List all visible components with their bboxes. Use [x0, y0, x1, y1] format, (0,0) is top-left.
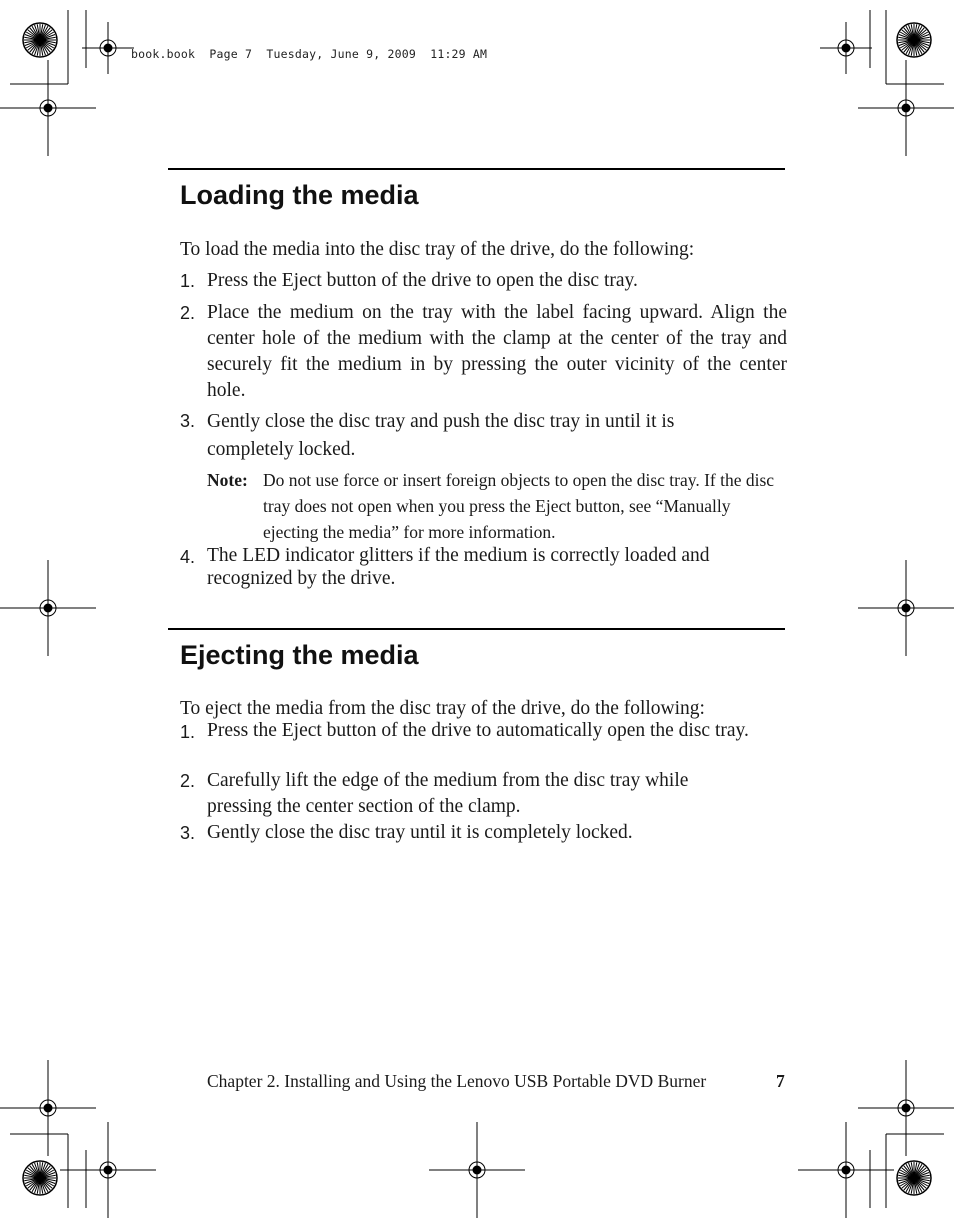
registration-mark [44, 1104, 52, 1112]
step-text: Place the medium on the tray with the label facing upward. Align the center hole of the medium with the clamp at the center of the tray and securely fit the medium in by pressing the outer vicinity of the center hole. [207, 302, 787, 401]
section-intro: To load the media into the disc tray of the drive, do the following: [180, 239, 695, 260]
step-number: 2. [180, 303, 196, 323]
step-text: Press the Eject button of the drive to open the disc tray. [207, 270, 638, 291]
step-number: 2. [180, 771, 196, 791]
registration-mark [44, 104, 52, 112]
step-number: 1. [180, 722, 196, 742]
step-number: 3. [180, 411, 196, 431]
step-text: Gently close the disc tray until it is completely locked. [207, 822, 633, 843]
step-number: 1. [180, 271, 196, 291]
registration-mark [902, 604, 910, 612]
star-target-icon [897, 1161, 931, 1195]
section-heading-loading: Loading the media [180, 180, 419, 210]
registration-mark [104, 1166, 112, 1174]
registration-mark [44, 604, 52, 612]
registration-mark [842, 44, 850, 52]
registration-mark [842, 1166, 850, 1174]
section-rule [168, 628, 785, 630]
section-heading-ejecting: Ejecting the media [180, 640, 419, 670]
step-text: The LED indicator glitters if the medium is correctly loaded and recognized by the drive. [207, 545, 710, 589]
step-number: 4. [180, 547, 196, 567]
star-target-icon [23, 23, 57, 57]
registration-mark [473, 1166, 481, 1174]
running-footer: Chapter 2. Installing and Using the Lenovo USB Portable DVD Burner [207, 1071, 707, 1091]
print-slug: book.book Page 7 Tuesday, June 9, 2009 11:29 AM [131, 47, 488, 61]
step-text: Carefully lift the edge of the medium from the disc tray while pressing the center section of the clamp. [207, 770, 689, 817]
step-text: Press the Eject button of the drive to automatically open the disc tray. [207, 720, 749, 741]
registration-mark [104, 44, 112, 52]
step-text: Gently close the disc tray and push the disc tray in until it is completely locked. [207, 411, 675, 460]
step-number: 3. [180, 823, 196, 843]
registration-mark [902, 1104, 910, 1112]
star-target-icon [23, 1161, 57, 1195]
registration-mark [902, 104, 910, 112]
section-intro: To eject the media from the disc tray of the drive, do the following: [180, 698, 705, 719]
page-number: 7 [776, 1071, 785, 1091]
star-target-icon [897, 23, 931, 57]
note-text: Do not use force or insert foreign objects to open the disc tray. If the disc tray does not open when you press the Eject button, see “Manually ejecting the media” for more information. [263, 470, 775, 542]
note-label: Note: [207, 470, 248, 490]
section-rule [168, 168, 785, 170]
